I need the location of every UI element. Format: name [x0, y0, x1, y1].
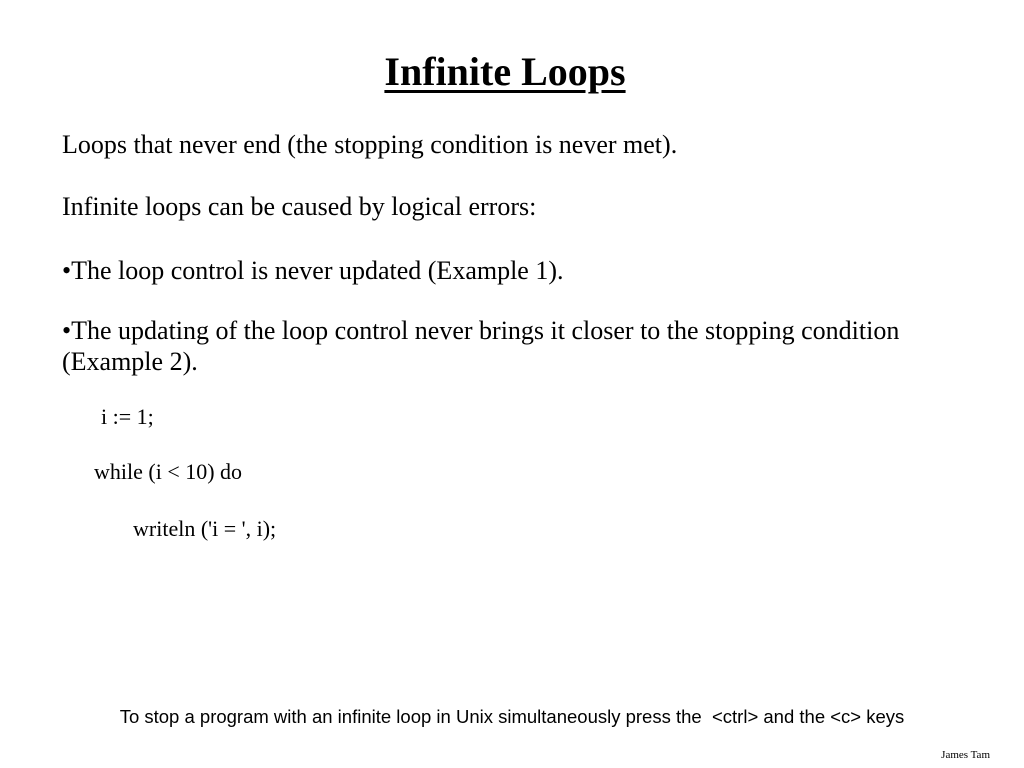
bullet-example-2: •The updating of the loop control never brings it closer to the stopping condition (Example 2). [62, 316, 900, 376]
paragraph-causes: Infinite loops can be caused by logical errors: [62, 192, 537, 221]
bullet-example-1: •The loop control is never updated (Example 1). [62, 256, 564, 285]
footer-note: To stop a program with an infinite loop in Unix simultaneously press the <ctrl> and the <c> keys [119, 706, 905, 727]
slide-title: Infinite Loops [384, 49, 626, 94]
code-line-writeln: writeln ('i = ', i); [133, 516, 277, 541]
author-credit: James Tam [941, 749, 990, 761]
code-line-while: while (i < 10) do [94, 459, 243, 484]
code-line-assign: i := 1; [101, 404, 154, 429]
paragraph-definition: Loops that never end (the stopping condition is never met). [62, 130, 678, 159]
